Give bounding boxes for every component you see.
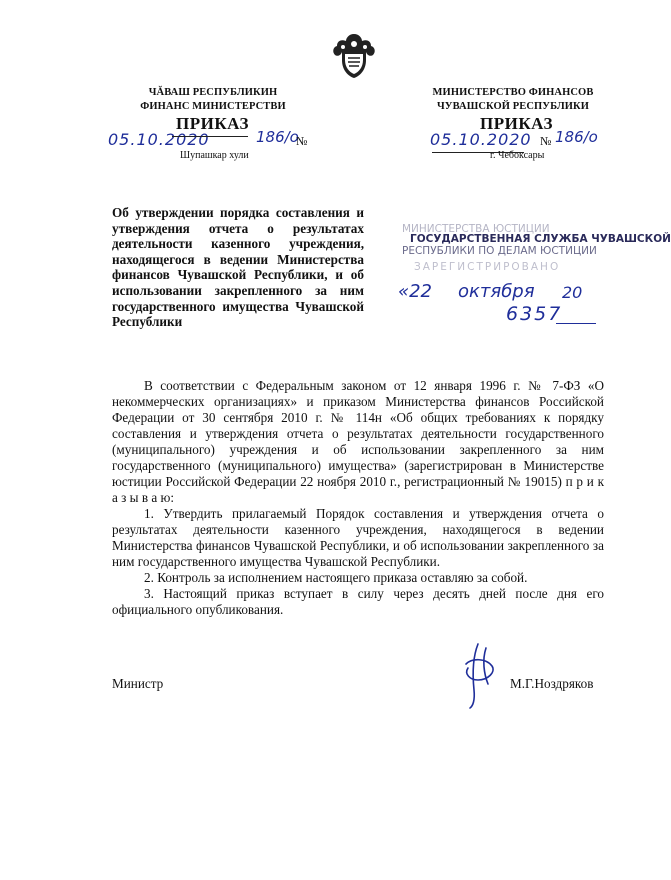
body-paragraph-preamble: В соответствии с Федеральным законом от 12 января 1996 г. № 7-ФЗ «О некоммерческих организациях» и приказом Министерства финансов Российской Федерации от 30 сентября 2010 г. № 114н «Об общих требованиях к порядку составления и утверждения отчета о результатах деятельности государственного (муниципального) учреждения и об использовании закрепленного за ним государственного (муниципального) имущества» (зарегистрирован в Министерстве юстиции Российской Федерации 22 ноября 2010 г., регистрационный № 19015) п р и к а з ы в а ю:: [112, 378, 604, 505]
stamp-date-year: 20: [562, 283, 583, 302]
order-title-left: ПРИКАЗ: [176, 114, 249, 133]
stamp-line-2: ГОСУДАРСТВЕННАЯ СЛУЖБА ЧУВАШСКОЙ: [410, 233, 671, 245]
stamp-reg-number: 6357: [506, 303, 563, 325]
ministry-name-russian-line2: ЧУВАШСКОЙ РЕСПУБЛИКИ: [436, 101, 590, 112]
document-title: Об утверждении порядка составления и утверждения отчета о результатах деятельности казенного учреждения, находящегося в ведении Министерства финансов Чувашской Республики, и об использовании закрепленного за ним государственного имущества Чувашской Республики: [112, 205, 364, 330]
signatory-position: Министр: [112, 676, 164, 691]
place-left: Шупашкар хули: [180, 150, 249, 161]
order-body: [112, 378, 604, 618]
number-sign-right: №: [540, 134, 552, 148]
body-paragraph-3: 3. Настоящий приказ вступает в силу через десять дней после дня его официального опубликования.: [112, 586, 604, 617]
body-paragraph-2: 2. Контроль за исполнением настоящего приказа оставляю за собой.: [144, 570, 528, 585]
body-paragraph-1: 1. Утвердить прилагаемый Порядок составления и утверждения отчета о результатах деятельности казенного учреждения, находящегося в ведении Министерства финансов Чувашской Республики, и об использовании закрепленного за ним государственного имущества Чувашской Республики.: [112, 506, 604, 569]
order-number-left: 186/о: [256, 128, 299, 146]
place-right: г. Чебоксары: [490, 150, 545, 161]
ministry-name-chuvash-line2: ФИНАНС МИНИСТЕРСТВИ: [140, 101, 286, 112]
date-underline-left: [172, 136, 248, 137]
stamp-date-day: «22: [398, 281, 433, 302]
handwritten-signature-icon: [448, 640, 508, 710]
order-number-right: 186/о: [555, 128, 598, 146]
stamp-line-3: РЕСПУБЛИКИ ПО ДЕЛАМ ЮСТИЦИИ: [402, 245, 597, 257]
order-date-left: 05.10.2020: [108, 130, 210, 149]
order-title-right: ПРИКАЗ: [480, 114, 553, 133]
signatory-name: М.Г.Ноздряков: [510, 676, 594, 691]
registration-stamp: [398, 223, 671, 335]
ministry-name-russian-line1: МИНИСТЕРСТВО ФИНАНСОВ: [432, 87, 594, 98]
order-date-right: 05.10.2020: [430, 130, 532, 149]
stamp-line-4: ЗАРЕГИСТРИРОВАНО: [414, 261, 561, 273]
number-sign-left: №: [296, 134, 308, 148]
ministry-name-chuvash-line1: ЧĂВАШ РЕСПУБЛИКИН: [148, 87, 278, 98]
stamp-line-1: МИНИСТЕРСТВА ЮСТИЦИИ: [402, 223, 550, 235]
stamp-underline: [556, 323, 596, 324]
stamp-date-month: октября: [458, 281, 535, 302]
coat-of-arms-icon: [331, 30, 377, 80]
